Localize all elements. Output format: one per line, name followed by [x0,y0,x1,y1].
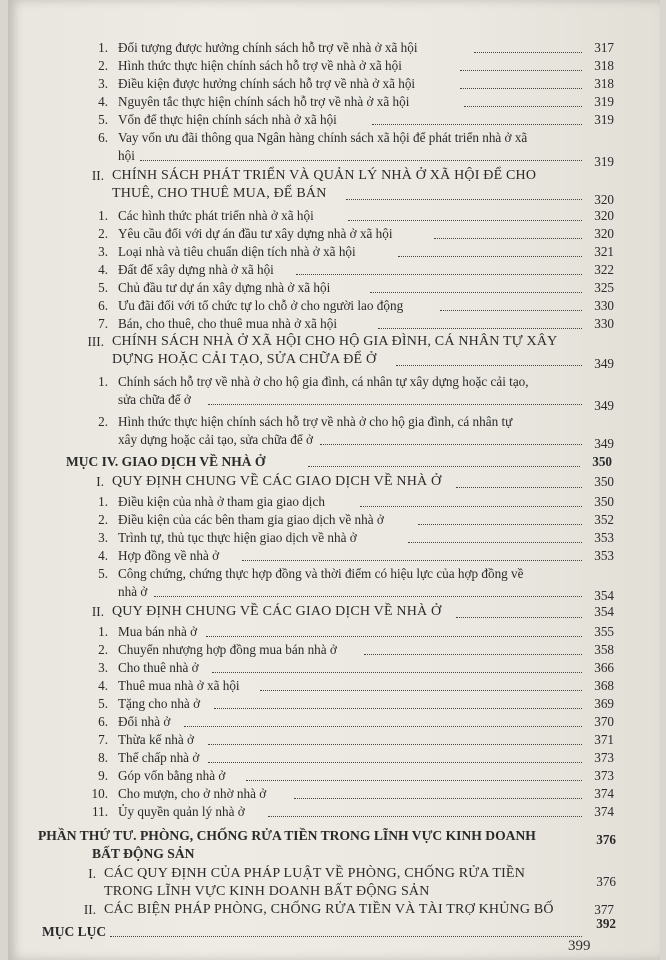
toc-part-title: PHẦN THỨ TƯ. PHÒNG, CHỐNG RỬA TIỀN TRONG LĨNH VỰC KINH DOANH [38,828,536,843]
toc-entry-page: 349 [594,436,614,451]
toc-entry-number: 7. [98,316,108,331]
toc-dot-leader [208,744,582,745]
toc-entry-title: Nguyên tắc thực hiện chính sách hỗ trợ về nhà ở xã hội [118,94,410,109]
toc-entry-title: Cho thuê nhà ở [118,660,199,675]
toc-dot-leader [268,816,582,817]
toc-entry-title: Đối tượng được hưởng chính sách hỗ trợ về nhà ở xã hội [118,40,418,55]
toc-dot-leader [434,238,582,239]
toc-section-number: II. [83,902,96,917]
toc-dot-leader [206,636,582,637]
toc-entry-number: 1. [98,40,108,55]
toc-entry-number: 11. [92,804,108,819]
toc-section-title: CÁC BIỆN PHÁP PHÒNG, CHỐNG RỬA TIỀN VÀ TÀI TRỢ KHỦNG BỐ [104,902,554,917]
toc-section-number: II. [91,168,104,183]
toc-entry-title: Chủ đầu tư dự án xây dựng nhà ở xã hội [118,280,331,295]
page-number: 399 [568,938,591,954]
toc-dot-leader [184,726,582,727]
toc-entry-number: 2. [98,642,108,657]
toc-dot-leader [242,560,582,561]
toc-entry-number: 2. [98,512,108,527]
toc-entry-title: Chính sách hỗ trợ về nhà ở cho hộ gia đình, cá nhân tự xây dựng hoặc cải tạo, [118,374,529,389]
toc-dot-leader [360,506,582,507]
toc-section-title: QUY ĐỊNH CHUNG VỀ CÁC GIAO DỊCH VỀ NHÀ Ở [112,474,442,489]
toc-entry-title: Hình thức thực hiện chính sách hỗ trợ về nhà ở xã hội [118,58,402,73]
toc-entry-number: 2. [98,58,108,73]
toc-entry-number: 4. [98,262,108,277]
toc-entry-page: 320 [594,192,614,207]
toc-dot-leader [372,124,582,125]
toc-entry-title: Vay vốn ưu đãi thông qua Ngân hàng chính sách xã hội để phát triển nhà ở xã [118,130,528,145]
toc-entry-page: 374 [594,804,614,819]
toc-entry-title-cont: xây dựng hoặc cải tạo, sửa chữa để ở [118,432,314,447]
toc-entry-page: 392 [596,916,616,931]
toc-entry-number: 5. [98,112,108,127]
toc-entry-number: 3. [98,530,108,545]
toc-entry-title-cont: nhà ở [118,584,148,599]
toc-entry-title: Ưu đãi đối với tổ chức tự lo chỗ ở cho người lao động [118,298,404,313]
toc-part-title-cont: BẤT ĐỘNG SẢN [92,846,195,861]
toc-entry-title: Vốn để thực hiện chính sách nhà ở xã hội [118,112,337,127]
toc-entry-page: 377 [594,902,614,917]
toc-dot-leader [208,762,582,763]
toc-entry-page: 358 [594,642,614,657]
toc-entry-number: 1. [98,624,108,639]
toc-entry-number: 9. [98,768,108,783]
toc-entry-number: 4. [98,678,108,693]
toc-entry-page: 350 [592,454,612,469]
toc-entry-page: 320 [594,226,614,241]
toc-dot-leader [348,220,582,221]
toc-entry-number: 3. [98,76,108,91]
toc-entry-number: 6. [98,130,108,145]
toc-dot-leader [440,310,582,311]
toc-entry-title: Thế chấp nhà ở [118,750,200,765]
toc-entry-page: 373 [594,768,614,783]
toc-entry-number: 6. [98,298,108,313]
toc-dot-leader [456,617,582,618]
toc-entry-number: 3. [98,244,108,259]
toc-section-title-cont: TRONG LĨNH VỰC KINH DOANH BẤT ĐỘNG SẢN [104,884,430,899]
toc-entry-page: 376 [596,874,616,889]
toc-entry-number: 7. [98,732,108,747]
toc-entry-page: 373 [594,750,614,765]
toc-section-number: I. [96,474,104,489]
toc-entry-title: Bán, cho thuê, cho thuê mua nhà ở xã hội [118,316,338,331]
toc-dot-leader [308,466,580,467]
toc-section-title: QUY ĐỊNH CHUNG VỀ CÁC GIAO DỊCH VỀ NHÀ Ở [112,604,442,619]
toc-dot-leader [208,404,582,405]
toc-section-title: CÁC QUY ĐỊNH CỦA PHÁP LUẬT VỀ PHÒNG, CHỐNG RỬA TIỀN [104,866,525,881]
toc-entry-number: 10. [91,786,108,801]
toc-dot-leader [370,292,582,293]
toc-section-number: I. [88,866,96,881]
toc-entry-page: 353 [594,530,614,545]
toc-dot-leader [378,328,582,329]
toc-entry-title: Thừa kế nhà ở [118,732,195,747]
toc-entry-title: Điều kiện được hưởng chính sách hỗ trợ về nhà ở xã hội [118,76,416,91]
toc-entry-number: 5. [98,280,108,295]
toc-dot-leader [460,70,582,71]
toc-entry-number: 1. [98,494,108,509]
toc-entry-number: 4. [98,94,108,109]
toc-entry-page: 319 [594,112,614,127]
toc-entry-page: 325 [594,280,614,295]
toc-dot-leader [346,199,582,200]
toc-entry-page: 368 [594,678,614,693]
toc-entry-number: 5. [98,566,108,581]
toc-entry-page: 318 [594,58,614,73]
toc-entry-title: Góp vốn bằng nhà ở [118,768,226,783]
toc-entry-page: 350 [594,494,614,509]
toc-entry-title: Loại nhà và tiêu chuẩn diện tích nhà ở xã hội [118,244,356,259]
toc-part-title: MỤC LỤC [42,924,107,939]
toc-entry-title-cont: hội [118,148,135,163]
toc-entry-page: 353 [594,548,614,563]
toc-dot-leader [456,487,582,488]
toc-entry-number: 4. [98,548,108,563]
book-page [8,0,660,960]
toc-entry-page: 318 [594,76,614,91]
toc-entry-page: 319 [594,154,614,169]
toc-section-title: CHÍNH SÁCH NHÀ Ở XÃ HỘI CHO HỘ GIA ĐÌNH, CÁ NHÂN TỰ XÂY [112,334,558,349]
toc-entry-number: 8. [98,750,108,765]
toc-entry-title: Điều kiện của các bên tham gia giao dịch về nhà ở [118,512,384,527]
toc-entry-page: 376 [596,832,616,847]
toc-entry-page: 330 [594,316,614,331]
toc-entry-number: 6. [98,714,108,729]
toc-dot-leader [408,542,582,543]
toc-dot-leader [140,160,582,161]
toc-dot-leader [364,654,582,655]
toc-entry-title: Yêu cầu đối với dự án đầu tư xây dựng nhà ở xã hội [118,226,393,241]
toc-entry-page: 374 [594,786,614,801]
toc-entry-page: 349 [594,398,614,413]
toc-entry-title: Tặng cho nhà ở [118,696,201,711]
toc-entry-page: 317 [594,40,614,55]
toc-dot-leader [260,690,582,691]
toc-entry-page: 350 [594,474,614,489]
toc-entry-number: 1. [98,374,108,389]
toc-entry-number: 3. [98,660,108,675]
toc-entry-number: 2. [98,226,108,241]
toc-entry-page: 352 [594,512,614,527]
toc-entry-title: Công chứng, chứng thực hợp đồng và thời điểm có hiệu lực của hợp đồng về [118,566,524,581]
toc-dot-leader [418,524,582,525]
toc-entry-page: 319 [594,94,614,109]
toc-section-number: III. [87,334,104,349]
toc-entry-page: 330 [594,298,614,313]
toc-entry-title: Hình thức thực hiện chính sách hỗ trợ về nhà ở cho hộ gia đình, cá nhân tự [118,414,513,429]
toc-entry-title: Đất để xây dựng nhà ở xã hội [118,262,274,277]
toc-section-title-cont: THUÊ, CHO THUÊ MUA, ĐỂ BÁN [112,186,327,201]
toc-entry-title: Trình tự, thủ tục thực hiện giao dịch về nhà ở [118,530,357,545]
toc-entry-page: 371 [594,732,614,747]
toc-dot-leader [294,798,582,799]
toc-dot-leader [212,672,582,673]
toc-entry-page: 349 [594,356,614,371]
toc-entry-title: Cho mượn, cho ở nhờ nhà ở [118,786,267,801]
toc-entry-title: Ủy quyền quản lý nhà ở [118,804,245,819]
toc-dot-leader [154,596,582,597]
toc-entry-page: 321 [594,244,614,259]
toc-entry-page: 355 [594,624,614,639]
toc-dot-leader [474,52,582,53]
toc-part-title: MỤC IV. GIAO DỊCH VỀ NHÀ Ở [66,454,266,469]
toc-entry-title: Đổi nhà ở [118,714,171,729]
toc-entry-number: 1. [98,208,108,223]
toc-section-title: CHÍNH SÁCH PHÁT TRIỂN VÀ QUẢN LÝ NHÀ Ở XÃ HỘI ĐỂ CHO [112,168,537,183]
toc-entry-number: 5. [98,696,108,711]
toc-entry-page: 320 [594,208,614,223]
toc-entry-page: 354 [594,604,614,619]
toc-dot-leader [464,106,582,107]
toc-entry-title: Thuê mua nhà ở xã hội [118,678,240,693]
toc-entry-title: Các hình thức phát triển nhà ở xã hội [118,208,314,223]
toc-dot-leader [320,444,582,445]
toc-entry-number: 2. [98,414,108,429]
toc-dot-leader [214,708,582,709]
toc-dot-leader [460,88,582,89]
toc-entry-title-cont: sửa chữa để ở [118,392,191,407]
toc-dot-leader [110,936,582,937]
toc-entry-page: 354 [594,588,614,603]
toc-dot-leader [398,256,582,257]
toc-entry-title: Mua bán nhà ở [118,624,198,639]
toc-entry-page: 366 [594,660,614,675]
toc-entry-title: Điều kiện của nhà ở tham gia giao dịch [118,494,325,509]
toc-dot-leader [246,780,582,781]
toc-dot-leader [296,274,582,275]
toc-section-title-cont: DỰNG HOẶC CẢI TẠO, SỬA CHỮA ĐỂ Ở [112,352,377,367]
toc-entry-title: Hợp đồng về nhà ở [118,548,220,563]
toc-dot-leader [396,365,582,366]
toc-entry-page: 369 [594,696,614,711]
toc-entry-page: 370 [594,714,614,729]
toc-entry-title: Chuyển nhượng hợp đồng mua bán nhà ở [118,642,337,657]
toc-section-number: II. [91,604,104,619]
toc-entry-page: 322 [594,262,614,277]
